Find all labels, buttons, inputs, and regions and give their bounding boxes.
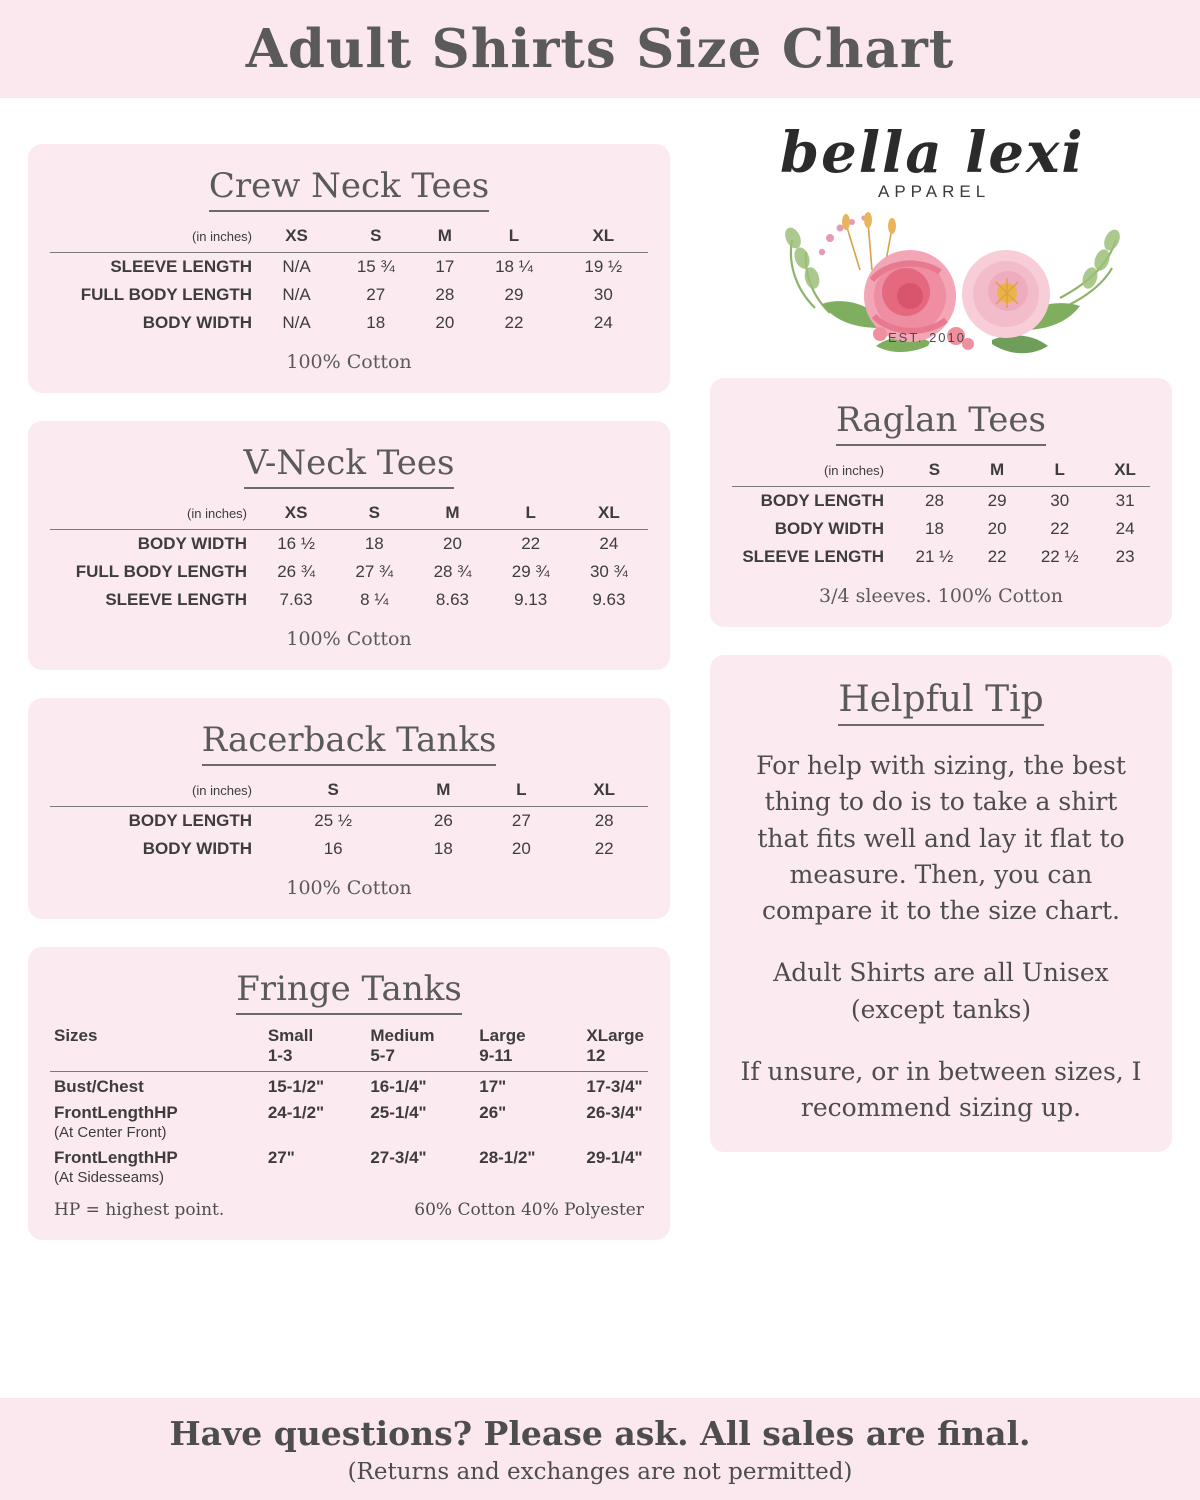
row-label: SLEEVE LENGTH	[105, 590, 247, 609]
table-row	[50, 1072, 648, 1099]
col-header-s: S	[262, 776, 404, 807]
tip-paragraph-3: If unsure, or in between sizes, I recommend sizing up.	[740, 1056, 1142, 1122]
cell: 24-1/2"	[267, 1103, 325, 1122]
cell: 8 ¼	[360, 590, 389, 609]
card-raglan-tees	[710, 378, 1172, 627]
row-label: Bust/Chest	[54, 1077, 144, 1096]
table-row	[50, 807, 648, 836]
cell: 26-3/4"	[586, 1103, 643, 1122]
age-xlarge: 12	[582, 1046, 648, 1072]
cell: 20	[987, 519, 1007, 538]
col-header-large: Large	[479, 1026, 526, 1045]
card-title-crew: Crew Neck Tees	[209, 166, 489, 212]
cell: 28-1/2"	[479, 1148, 536, 1167]
table-header-row	[50, 1025, 648, 1046]
col-header-m: M	[413, 499, 491, 530]
tip-paragraph-1: For help with sizing, the best thing to do is to take a shirt that fits well and lay it flat to measure. Then, you can compare it to the size chart.	[756, 751, 1126, 925]
card-v-neck-tees	[28, 421, 670, 670]
cell: 26"	[479, 1103, 507, 1122]
cell: 9.63	[592, 590, 626, 609]
content-area	[0, 98, 1200, 1398]
cell	[264, 1124, 367, 1143]
row-label: BODY WIDTH	[142, 313, 252, 332]
cell: 27 ¾	[355, 562, 394, 581]
floral-art-icon	[760, 178, 1140, 378]
table-row	[50, 281, 648, 309]
cell: 24	[1115, 519, 1135, 538]
col-header-l: L	[469, 222, 558, 253]
age-large: 9-11	[475, 1046, 582, 1072]
cell	[475, 1124, 582, 1143]
col-header-m: M	[404, 776, 482, 807]
cell: 26 ¾	[277, 562, 315, 581]
row-sublabel: (At Center Front)	[54, 1124, 167, 1141]
table-racerback	[50, 776, 648, 863]
row-label: BODY WIDTH	[142, 839, 252, 858]
card-footnote-crew: 100% Cotton	[286, 351, 412, 373]
tip-paragraph-2: Adult Shirts are all Unisex (except tanks)	[773, 958, 1109, 1024]
cell: 9.13	[514, 590, 548, 609]
cell: 28	[594, 811, 614, 830]
card-racerback-tanks	[28, 698, 670, 919]
table-fringe	[50, 1025, 648, 1188]
cell: 29	[504, 285, 524, 304]
cell: 20	[511, 839, 531, 858]
head-ages-blank	[50, 1046, 264, 1072]
row-label: SLEEVE LENGTH	[742, 547, 884, 566]
row-label: SLEEVE LENGTH	[110, 257, 252, 276]
table-crew-neck	[50, 222, 648, 337]
cell: 16	[323, 839, 343, 858]
fringe-footnotes	[50, 1200, 648, 1220]
age-medium: 5-7	[366, 1046, 475, 1072]
table-v-neck	[50, 499, 648, 614]
cell: 27"	[267, 1148, 295, 1167]
col-header-l: L	[1019, 456, 1100, 487]
unit-label: (in inches)	[50, 499, 257, 530]
table-row	[732, 543, 1150, 571]
cell: 15 ¾	[356, 257, 395, 276]
cell: 29	[987, 491, 1007, 510]
cell	[582, 1169, 648, 1188]
cell: 24	[599, 534, 619, 553]
col-header-m: M	[975, 456, 1019, 487]
unit-label: (in inches)	[50, 222, 262, 253]
table-row	[50, 253, 648, 282]
table-row	[732, 515, 1150, 543]
col-header-xl: XL	[1100, 456, 1150, 487]
cell: 7.63	[279, 590, 313, 609]
cell: 31	[1115, 491, 1135, 510]
footer-sub-text: (Returns and exchanges are not permitted)	[347, 1458, 853, 1485]
table-header-ages-row	[50, 1046, 648, 1072]
table-row	[50, 530, 648, 559]
row-label: BODY WIDTH	[774, 519, 884, 538]
table-row	[50, 835, 648, 863]
page-title: Adult Shirts Size Chart	[245, 18, 955, 80]
col-header-xs: XS	[257, 499, 335, 530]
card-fringe-tanks	[28, 947, 670, 1240]
cell: 29 ¾	[511, 562, 550, 581]
cell	[264, 1169, 367, 1188]
table-subrow	[50, 1169, 648, 1188]
col-header-s: S	[894, 456, 975, 487]
card-footnote-raglan: 3/4 sleeves. 100% Cotton	[818, 585, 1064, 607]
table-row	[50, 309, 648, 337]
table-row	[50, 586, 648, 614]
cell: 25 ½	[314, 811, 353, 830]
cell: 21 ½	[915, 547, 954, 566]
cell: 22	[987, 547, 1007, 566]
col-header-l: L	[492, 499, 570, 530]
col-header-m: M	[420, 222, 469, 253]
cell: 28	[435, 285, 455, 304]
cell: 22	[521, 534, 541, 553]
col-header-xl: XL	[560, 776, 648, 807]
card-helpful-tip	[710, 655, 1172, 1152]
row-label: FULL BODY LENGTH	[75, 562, 247, 581]
table-header-row	[50, 776, 648, 807]
cell: 23	[1115, 547, 1135, 566]
cell: 22	[504, 313, 524, 332]
col-header-small: Small	[267, 1026, 314, 1045]
cell: 30	[593, 285, 613, 304]
cell: 22 ½	[1040, 547, 1079, 566]
col-header-xl: XL	[570, 499, 648, 530]
cell: 30 ¾	[589, 562, 628, 581]
col-header-s: S	[331, 222, 420, 253]
cell: 28 ¾	[433, 562, 472, 581]
col-header-xlarge: XLarge	[586, 1026, 644, 1045]
row-label: FrontLengthHP	[54, 1103, 178, 1122]
col-header-xs: XS	[262, 222, 331, 253]
cell	[366, 1169, 475, 1188]
fringe-footnote-right: 60% Cotton 40% Polyester	[414, 1200, 644, 1220]
cell: N/A	[282, 313, 311, 332]
brand-established: EST. 2010	[888, 330, 966, 345]
cell	[366, 1124, 475, 1143]
card-title-vneck: V-Neck Tees	[244, 443, 455, 489]
cell: 22	[594, 839, 614, 858]
table-header-row	[50, 499, 648, 530]
page-footer	[0, 1398, 1200, 1500]
unit-label: (in inches)	[732, 456, 894, 487]
cell: 20	[443, 534, 462, 553]
page-header	[0, 0, 1200, 98]
table-row	[50, 558, 648, 586]
col-header-s: S	[335, 499, 413, 530]
cell: 18	[924, 519, 944, 538]
cell: N/A	[282, 285, 311, 304]
brand-subtitle: APPAREL	[878, 182, 991, 201]
row-label: FrontLengthHP	[54, 1148, 178, 1167]
cell: 27	[366, 285, 386, 304]
fringe-footnote-left: HP = highest point.	[54, 1200, 225, 1220]
head-label: Sizes	[54, 1026, 98, 1045]
col-header-medium: Medium	[370, 1026, 435, 1045]
cell: 18 ¼	[495, 257, 533, 276]
cell: 19 ½	[584, 257, 623, 276]
cell: 17"	[479, 1077, 507, 1096]
cell: 16 ½	[277, 534, 315, 553]
table-row	[732, 487, 1150, 516]
card-footnote-racerback: 100% Cotton	[286, 877, 412, 899]
cell: 18	[364, 534, 384, 553]
card-title-raglan: Raglan Tees	[836, 400, 1046, 446]
age-small: 1-3	[264, 1046, 367, 1072]
cell: 30	[1050, 491, 1070, 510]
cell: 27-3/4"	[370, 1148, 427, 1167]
col-header-l: L	[482, 776, 560, 807]
card-footnote-vneck: 100% Cotton	[286, 628, 412, 650]
row-label: BODY WIDTH	[137, 534, 247, 553]
card-title-fringe: Fringe Tanks	[236, 969, 462, 1015]
cell: 29-1/4"	[586, 1148, 643, 1167]
cell: 28	[924, 491, 944, 510]
cell: 27	[511, 811, 531, 830]
table-row	[50, 1143, 648, 1169]
footer-main-text: Have questions? Please ask. All sales are final.	[169, 1413, 1031, 1453]
tip-title: Helpful Tip	[838, 679, 1043, 726]
row-label: BODY LENGTH	[128, 811, 252, 830]
row-label: FULL BODY LENGTH	[80, 285, 252, 304]
card-crew-neck-tees	[28, 144, 670, 393]
cell: 8.63	[435, 590, 470, 609]
cell: 20	[435, 313, 455, 332]
row-label: BODY LENGTH	[760, 491, 884, 510]
right-column	[710, 98, 1172, 1152]
col-header-xl: XL	[559, 222, 648, 253]
cell	[582, 1124, 648, 1143]
cell: 18	[366, 313, 386, 332]
cell: 26	[433, 811, 453, 830]
table-header-row	[50, 222, 648, 253]
unit-label: (in inches)	[50, 776, 262, 807]
card-title-racerback: Racerback Tanks	[202, 720, 497, 766]
table-row	[50, 1098, 648, 1124]
cell	[475, 1169, 582, 1188]
cell: 25-1/4"	[370, 1103, 427, 1122]
cell: 22	[1050, 519, 1070, 538]
cell: 17-3/4"	[586, 1077, 643, 1096]
table-header-row	[732, 456, 1150, 487]
cell: 17	[435, 257, 455, 276]
brand-logo	[710, 98, 1172, 378]
row-sublabel: (At Sidesseams)	[54, 1169, 165, 1186]
table-subrow	[50, 1124, 648, 1143]
cell: 16-1/4"	[370, 1077, 427, 1096]
cell: N/A	[282, 257, 311, 276]
cell: 15-1/2"	[267, 1077, 325, 1096]
left-column	[28, 144, 670, 1268]
table-raglan	[732, 456, 1150, 571]
cell: 18	[433, 839, 453, 858]
cell: 24	[593, 313, 613, 332]
brand-name: bella lexi	[780, 120, 1085, 186]
